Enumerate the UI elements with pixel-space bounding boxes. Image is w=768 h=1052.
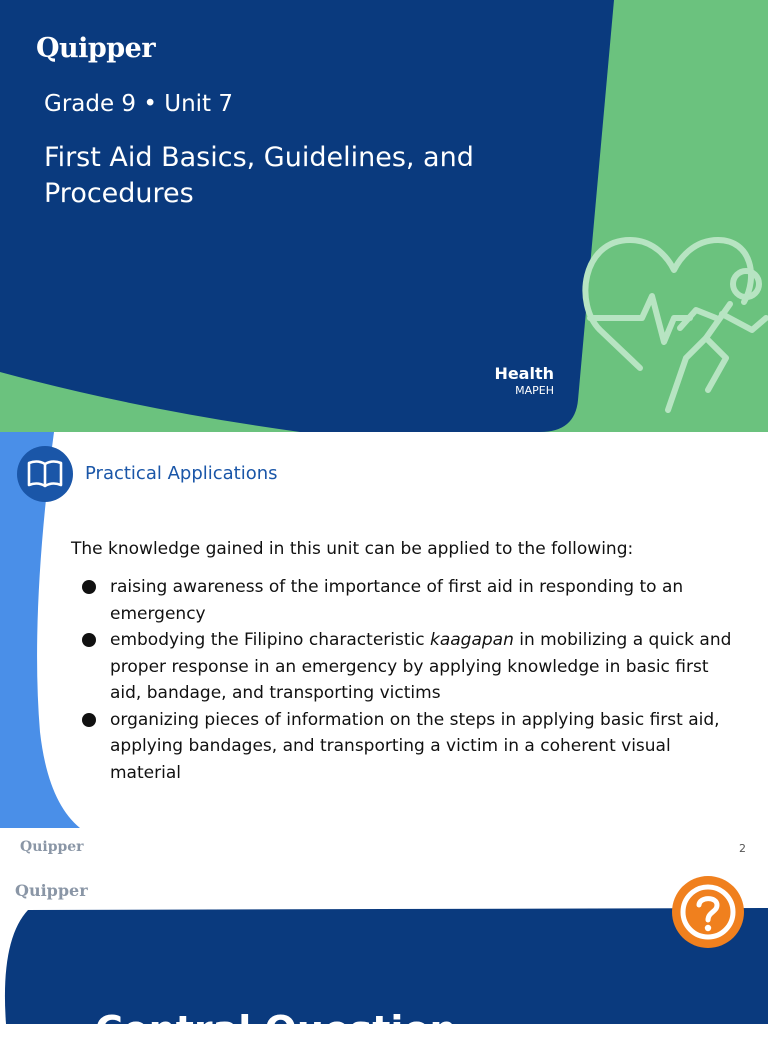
applications-slide bbox=[0, 432, 768, 870]
navy-panel bbox=[5, 908, 768, 1024]
list-item bbox=[80, 627, 740, 707]
applications-list bbox=[80, 574, 740, 786]
subject-label bbox=[494, 364, 554, 397]
bullet-icon bbox=[82, 580, 96, 594]
list-item-text: raising awareness of the importance of first aid in responding to an emergency bbox=[110, 577, 684, 624]
list-item bbox=[80, 574, 740, 627]
subject-subtitle: MAPEH bbox=[515, 384, 554, 397]
footer-quipper-logo: Quipper bbox=[20, 839, 84, 855]
bullet-icon bbox=[82, 713, 96, 727]
intro-text: The knowledge gained in this unit can be applied to the following: bbox=[71, 539, 634, 559]
section-title: Practical Applications bbox=[85, 463, 278, 484]
grade-unit-label: Grade 9 • Unit 7 bbox=[44, 91, 234, 117]
section-icon-badge bbox=[17, 446, 73, 502]
next-slide bbox=[0, 870, 768, 1052]
slide-title: First Aid Basics, Guidelines, and Procedures bbox=[44, 142, 474, 209]
list-item-text-end: in mobilizing a quick and proper response in an emergency by applying knowledge in basic first aid, bandage, and transporting victims bbox=[110, 630, 732, 703]
question-mark-icon bbox=[672, 876, 744, 948]
emphasis-term: kaagapan bbox=[430, 630, 514, 650]
list-item bbox=[80, 707, 740, 787]
quipper-logo: Quipper bbox=[36, 33, 156, 64]
subject-name: Health bbox=[494, 364, 554, 383]
page-number: 2 bbox=[739, 842, 746, 855]
bullet-icon bbox=[82, 633, 96, 647]
open-book-icon bbox=[27, 458, 63, 490]
list-item-text: organizing pieces of information on the steps in applying basic first aid, applying bandages, and transporting a victim in a coherent visual material bbox=[110, 709, 720, 783]
next-slide-title: Central Question bbox=[95, 1008, 457, 1052]
next-slide-background bbox=[0, 870, 768, 1024]
title-slide bbox=[0, 0, 768, 432]
heart-runner-icon bbox=[580, 218, 768, 418]
help-badge bbox=[672, 876, 744, 948]
list-item-text-start: embodying the Filipino characteristic bbox=[110, 630, 430, 650]
quipper-logo: Quipper bbox=[15, 881, 88, 900]
